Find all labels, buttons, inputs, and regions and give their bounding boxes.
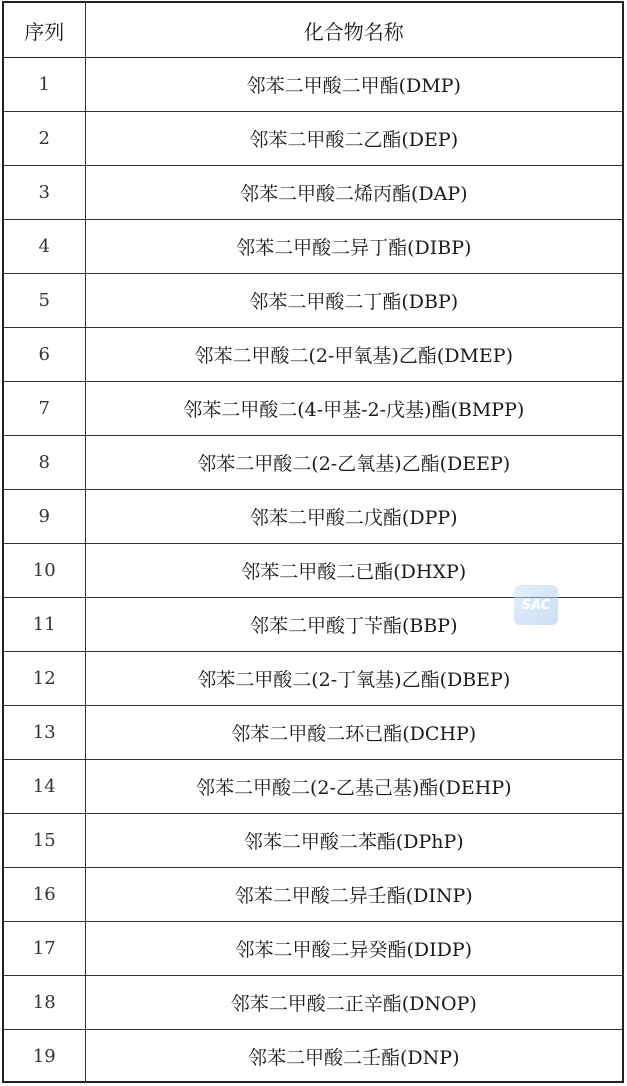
row-index-cell: 8 bbox=[4, 436, 85, 490]
table-row bbox=[4, 58, 622, 112]
row-compound-name-cell: 邻苯二甲酸二乙酯(DEP) bbox=[85, 112, 622, 166]
table-row bbox=[4, 112, 622, 166]
row-index-cell: 18 bbox=[4, 976, 85, 1030]
table-row bbox=[4, 166, 622, 220]
table-row bbox=[4, 1030, 622, 1084]
row-index-cell: 13 bbox=[4, 706, 85, 760]
table-row bbox=[4, 328, 622, 382]
row-index-cell: 19 bbox=[4, 1030, 85, 1084]
sac-watermark-logo: SAC bbox=[514, 585, 558, 625]
row-index-cell: 11 bbox=[4, 598, 85, 652]
row-index-cell: 16 bbox=[4, 868, 85, 922]
row-index-cell: 5 bbox=[4, 274, 85, 328]
row-compound-name-cell: 邻苯二甲酸二(2-丁氧基)乙酯(DBEP) bbox=[85, 652, 622, 706]
row-index-cell: 17 bbox=[4, 922, 85, 976]
table-row bbox=[4, 976, 622, 1030]
row-compound-name-cell: 邻苯二甲酸二戊酯(DPP) bbox=[85, 490, 622, 544]
table-body bbox=[4, 58, 622, 1084]
row-index-cell: 12 bbox=[4, 652, 85, 706]
table-row bbox=[4, 706, 622, 760]
row-index-cell: 7 bbox=[4, 382, 85, 436]
row-compound-name-cell: 邻苯二甲酸二异癸酯(DIDP) bbox=[85, 922, 622, 976]
row-index-cell: 6 bbox=[4, 328, 85, 382]
row-index-cell: 10 bbox=[4, 544, 85, 598]
row-compound-name-cell: 邻苯二甲酸二烯丙酯(DAP) bbox=[85, 166, 622, 220]
row-compound-name-cell: 邻苯二甲酸二已酯(DHXP) bbox=[85, 544, 622, 598]
row-index-cell: 4 bbox=[4, 220, 85, 274]
compound-table-frame bbox=[2, 1, 624, 1083]
row-compound-name-cell: 邻苯二甲酸二(2-乙氧基)乙酯(DEEP) bbox=[85, 436, 622, 490]
row-index-cell: 14 bbox=[4, 760, 85, 814]
row-index-cell: 1 bbox=[4, 58, 85, 112]
table-row bbox=[4, 652, 622, 706]
row-compound-name-cell: 邻苯二甲酸丁苄酯(BBP) bbox=[85, 598, 622, 652]
header-compound-name: 化合物名称 bbox=[85, 3, 622, 58]
table-row bbox=[4, 922, 622, 976]
row-compound-name-cell: 邻苯二甲酸二壬酯(DNP) bbox=[85, 1030, 622, 1084]
row-compound-name-cell: 邻苯二甲酸二丁酯(DBP) bbox=[85, 274, 622, 328]
table-header-row bbox=[4, 3, 622, 58]
row-compound-name-cell: 邻苯二甲酸二苯酯(DPhP) bbox=[85, 814, 622, 868]
row-index-cell: 2 bbox=[4, 112, 85, 166]
row-compound-name-cell: 邻苯二甲酸二正辛酯(DNOP) bbox=[85, 976, 622, 1030]
row-compound-name-cell: 邻苯二甲酸二(2-乙基己基)酯(DEHP) bbox=[85, 760, 622, 814]
row-compound-name-cell: 邻苯二甲酸二异丁酯(DIBP) bbox=[85, 220, 622, 274]
row-compound-name-cell: 邻苯二甲酸二异壬酯(DINP) bbox=[85, 868, 622, 922]
table-row bbox=[4, 436, 622, 490]
table-row bbox=[4, 760, 622, 814]
row-compound-name-cell: 邻苯二甲酸二(2-甲氧基)乙酯(DMEP) bbox=[85, 328, 622, 382]
table-row bbox=[4, 220, 622, 274]
row-index-cell: 3 bbox=[4, 166, 85, 220]
row-compound-name-cell: 邻苯二甲酸二(4-甲基-2-戊基)酯(BMPP) bbox=[85, 382, 622, 436]
row-compound-name-cell: 邻苯二甲酸二甲酯(DMP) bbox=[85, 58, 622, 112]
row-compound-name-cell: 邻苯二甲酸二环已酯(DCHP) bbox=[85, 706, 622, 760]
row-index-cell: 9 bbox=[4, 490, 85, 544]
table-row bbox=[4, 382, 622, 436]
table-row bbox=[4, 814, 622, 868]
compound-table bbox=[4, 3, 622, 1083]
header-index: 序列 bbox=[4, 3, 85, 58]
table-row bbox=[4, 274, 622, 328]
row-index-cell: 15 bbox=[4, 814, 85, 868]
table-row bbox=[4, 490, 622, 544]
table-row bbox=[4, 868, 622, 922]
